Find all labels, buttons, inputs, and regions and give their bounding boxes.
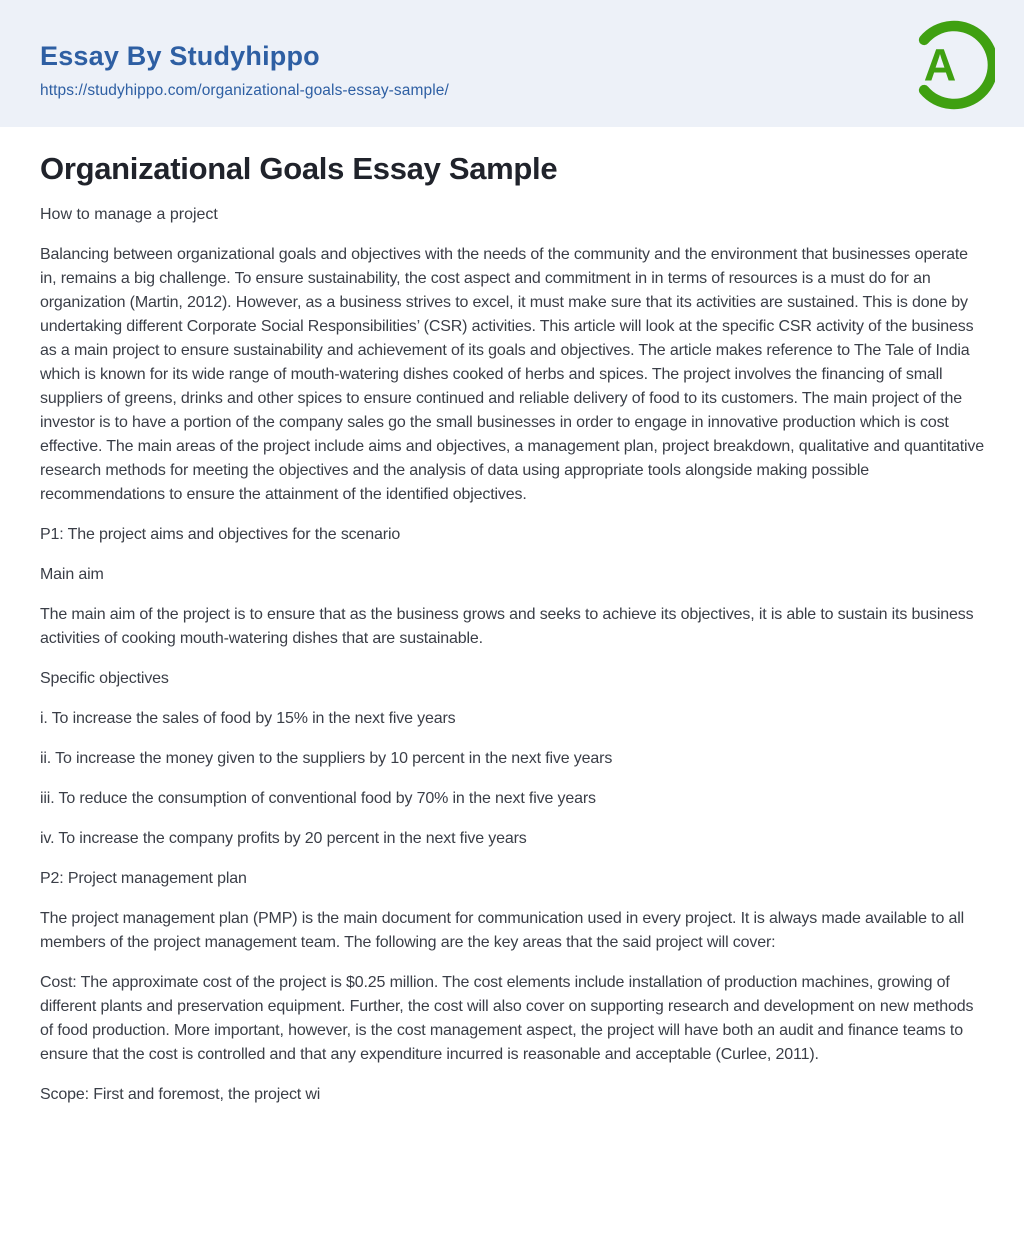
- essay-subtitle: How to manage a project: [40, 206, 218, 224]
- site-title: Essay By Studyhippo: [40, 41, 320, 71]
- essay-paragraph: iv. To increase the company profits by 20 percent in the next five years: [40, 830, 527, 848]
- essay-paragraph: The main aim of the project is to ensure that as the business grows and seeks to achieve its objectives, it is able to sustain its business activities of cooking mouth-watering dishes that are sustainable.: [40, 606, 974, 648]
- essay-paragraph: ii. To increase the money given to the suppliers by 10 percent in the next five years: [40, 750, 613, 768]
- essay-paragraph: Cost: The approximate cost of the project is $0.25 million. The cost elements include installation of production machines, growing of different plants and preservation equipment. Further, the cost will also cover on supporting research and development on new methods of food production. More important, however, is the cost management aspect, the project will have both an audit and finance teams to ensure that the cost is controlled and that any expenditure incurred is reasonable and acceptable (Curlee, 2011).: [40, 974, 974, 1064]
- essay-body: [40, 243, 985, 1107]
- essay-paragraph: P1: The project aims and objectives for the scenario: [40, 526, 401, 544]
- essay-paragraph: Scope: First and foremost, the project wi: [40, 1086, 321, 1104]
- studyhippo-logo-icon: [901, 18, 995, 112]
- logo-letter: A: [923, 39, 957, 91]
- essay-paragraph: Specific objectives: [40, 670, 169, 688]
- essay-paragraph: i. To increase the sales of food by 15% in the next five years: [40, 710, 456, 728]
- essay-paragraph: Balancing between organizational goals and objectives with the needs of the community and the environment that businesses operate in, remains a big challenge. To ensure sustainability, the cost aspect and commitment in in terms of resources is a must do for an organization (Martin, 2012). However, as a business strives to excel, it must make sure that its activities are sustained. This is done by undertaking different Corporate Social Responsibilities’ (CSR) activities. This article will look at the specific CSR activity of the business as a main project to ensure sustainability and achievement of its goals and objectives. The article makes reference to The Tale of India which is known for its wide range of mouth-watering dishes cooked of herbs and spices. The project involves the financing of small suppliers of greens, drinks and other spices to ensure continued and reliable delivery of food to its customers. The main project of the investor is to have a portion of the company sales go the small businesses in order to engage in innovative production which is cost effective. The main areas of the project include aims and objectives, a management plan, project breakdown, qualitative and quantitative research methods for meeting the objectives and the analysis of data using appropriate tools alongside making possible recommendations to ensure the attainment of the identified objectives.: [40, 246, 985, 504]
- essay-paragraph: iii. To reduce the consumption of conventional food by 70% in the next five years: [40, 790, 596, 808]
- page-title: Organizational Goals Essay Sample: [40, 151, 558, 186]
- source-url: https://studyhippo.com/organizational-goals-essay-sample/: [40, 81, 449, 99]
- essay-content: [0, 150, 1024, 1163]
- essay-paragraph: Main aim: [40, 566, 104, 584]
- header-banner: [0, 0, 1024, 127]
- essay-paragraph: The project management plan (PMP) is the main document for communication used in every project. It is always made available to all members of the project management team. The following are the key areas that the said project will cover:: [40, 910, 965, 952]
- essay-paragraph: P2: Project management plan: [40, 870, 247, 888]
